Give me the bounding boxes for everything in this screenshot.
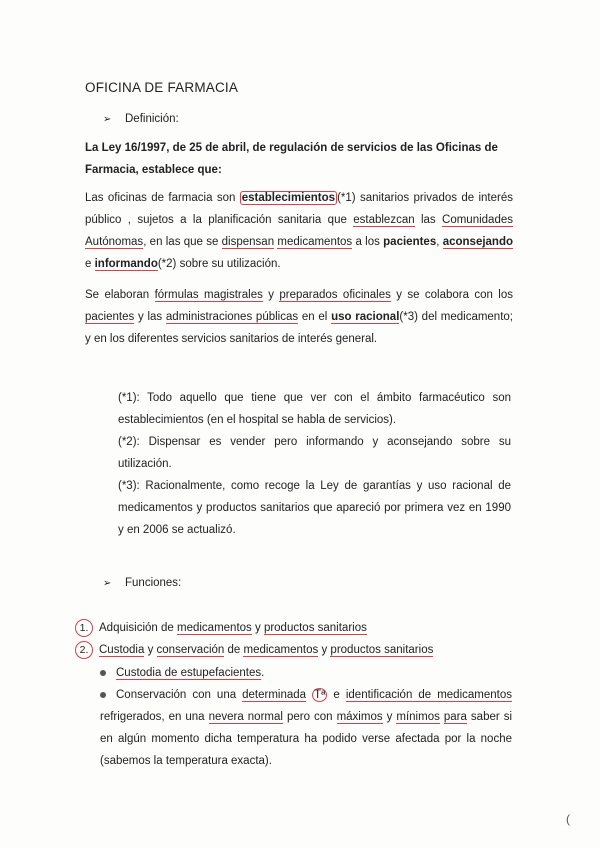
text-run: y — [382, 711, 397, 723]
text-run: Conservación con una — [116, 689, 243, 701]
underlined-term: preparados oficinales — [279, 289, 391, 301]
text-run: pacientes — [383, 236, 437, 248]
underlined-term: mínimos — [396, 711, 440, 723]
intro-line: Farmacia, establece que: — [85, 164, 222, 176]
functions-label: Funciones: — [125, 577, 182, 589]
text-run: las — [414, 214, 443, 226]
underlined-term: Comunidades Autónomas — [85, 214, 513, 248]
text-run: pero con — [282, 711, 337, 723]
footnote-2: (*2): Dispensar es vender pero informando y aconsejando sobre su utilización. — [118, 436, 511, 470]
text-run: de — [224, 644, 244, 656]
underlined-term: pacientes — [85, 311, 135, 323]
function-item-1 — [75, 619, 367, 637]
subitem-conservacion — [100, 684, 512, 772]
text-run: e — [327, 689, 346, 701]
underlined-term: identificación de medicamentos — [345, 689, 512, 701]
functions-heading — [103, 577, 181, 589]
subitem-custodia — [100, 662, 512, 684]
text-run: y — [251, 622, 264, 634]
footnote-3: (*3): Racionalmente, como recoge la Ley de garantías y uso racional de medicamentos y productos sanitarios que apareció por primera vez en 1990 y en 2006 se actualizó. — [118, 480, 511, 536]
underlined-term: Custodia — [99, 644, 145, 656]
text-run: refrigerados, en una — [100, 711, 209, 723]
text-run: y las — [134, 311, 166, 323]
text-run: Las oficinas de farmacia son — [85, 192, 240, 204]
text-run: (*3) del medicamento; y en los diferentes servicios sanitarios de interés general. — [85, 311, 513, 345]
definition-label: Definición: — [125, 113, 179, 125]
circled-term: Tª — [314, 689, 326, 701]
underlined-term: establezcan — [353, 214, 415, 226]
underlined-term: medicamentos — [277, 236, 353, 248]
underlined-term: para — [443, 711, 467, 723]
page-mark: ( — [566, 812, 570, 826]
text-run: en el — [298, 311, 332, 323]
text-run: saber si en algún momento dicha temperatura ha podido verse afectada por la noche (sabemos la temperatura exacta). — [100, 711, 513, 767]
underlined-term: productos sanitarios — [263, 622, 367, 634]
underlined-term: nevera normal — [208, 711, 283, 723]
underlined-term: Custodia de estupefacientes — [116, 667, 262, 679]
text-run: Se elaboran — [85, 289, 155, 301]
function-item-2 — [75, 641, 433, 659]
arrow-bullet-icon: ➢ — [103, 114, 112, 125]
boxed-term: establecimientos — [241, 192, 336, 204]
definition-paragraph — [85, 187, 513, 275]
underlined-term: productos sanitarios — [330, 644, 434, 656]
text-run: y — [144, 644, 157, 656]
underlined-term: informando — [94, 258, 158, 270]
text-run: , en las que se — [143, 236, 222, 248]
intro-paragraph — [85, 137, 513, 181]
circled-number: 2. — [75, 641, 93, 659]
bullet-dot-icon — [100, 692, 106, 698]
functions-paragraph — [85, 284, 513, 350]
text-run: . — [261, 667, 265, 679]
underlined-term: medicamentos — [243, 644, 319, 656]
underlined-term: uso racional — [331, 311, 400, 323]
circled-number: 1. — [75, 619, 93, 637]
text-run: (*2) sobre su utilización. — [157, 258, 281, 270]
underlined-term: administraciones públicas — [165, 311, 299, 323]
underlined-term: máximos — [336, 711, 383, 723]
underlined-term: dispensan — [221, 236, 275, 248]
text-run: a los — [352, 236, 384, 248]
footnote-1: (*1): Todo aquello que tiene que ver con el ámbito farmacéutico son establecimientos (en el hospital se habla de servicios). — [118, 392, 511, 426]
underlined-term: medicamentos — [177, 622, 252, 634]
text-run: e — [85, 258, 95, 270]
underlined-term: conservación — [156, 644, 225, 656]
bullet-dot-icon — [100, 670, 106, 676]
underlined-term: determinada — [242, 689, 307, 701]
text-run: (*1) sanitarios privados de interés público , sujetos a la planificación sanitaria que — [85, 192, 513, 226]
text-run: Adquisición de — [99, 622, 177, 634]
underlined-term: fórmulas magistrales — [154, 289, 263, 301]
text-run: y — [318, 644, 331, 656]
intro-line: La Ley 16/1997, de 25 de abril, de regulación de servicios de las Oficinas de — [85, 142, 498, 154]
page-title: OFICINA DE FARMACIA — [85, 80, 239, 95]
arrow-bullet-icon: ➢ — [103, 578, 112, 589]
text-run: y — [262, 289, 280, 301]
definition-heading — [103, 113, 179, 125]
text-run: y se colabora con los — [390, 289, 514, 301]
text-run: , — [436, 236, 443, 248]
underlined-term: aconsejando — [442, 236, 514, 248]
